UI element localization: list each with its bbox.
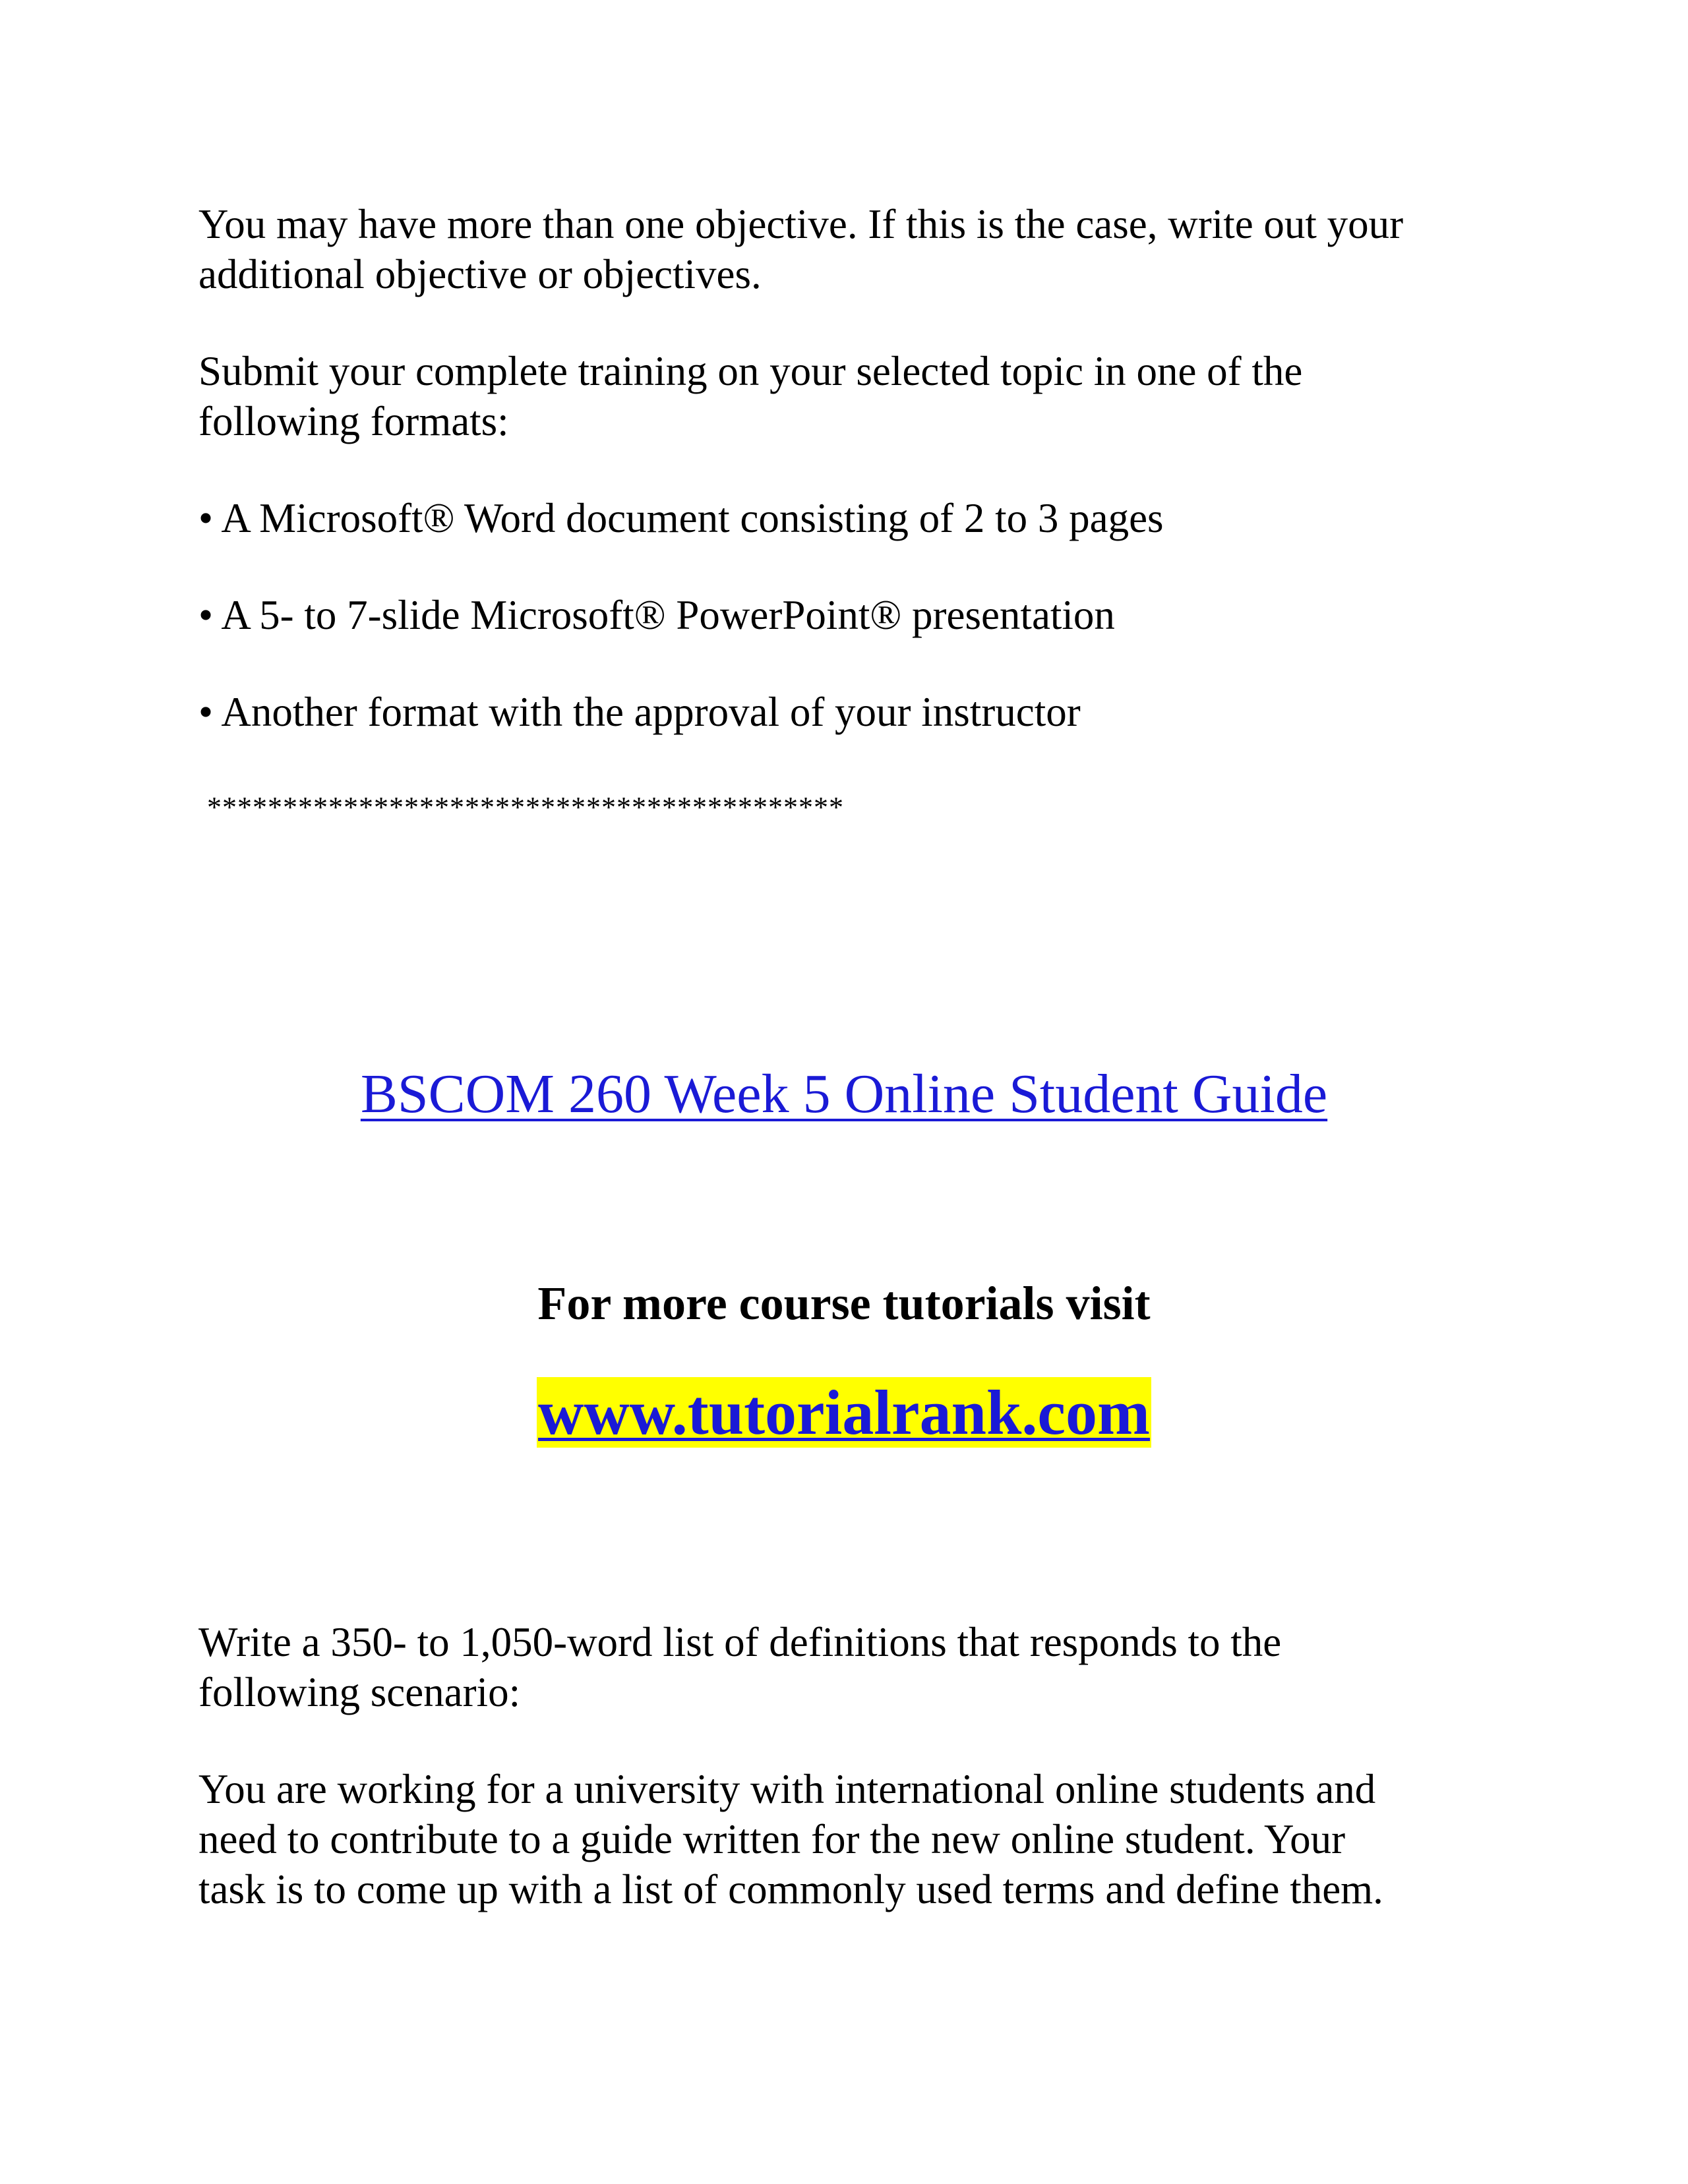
bullet-text: • Another format with the approval of your instructor xyxy=(198,689,1081,735)
bullet-item xyxy=(198,687,1517,737)
bullet-item xyxy=(198,590,1517,640)
text-line: following formats: xyxy=(198,398,509,444)
text-line: Write a 350- to 1,050-word list of definitions that responds to the xyxy=(198,1619,1282,1665)
separator-stars: ****************************************** xyxy=(207,791,844,823)
guide-title xyxy=(0,1061,1688,1127)
bullet-text: • A Microsoft® Word document consisting of 2 to 3 pages xyxy=(198,495,1164,541)
scenario-paragraph xyxy=(198,1764,1517,1914)
write-paragraph xyxy=(198,1617,1517,1717)
text-line: You may have more than one objective. If this is the case, write out your xyxy=(198,201,1404,247)
bullet-item xyxy=(198,493,1517,543)
guide-link[interactable]: BSCOM 260 Week 5 Online Student Guide xyxy=(360,1063,1328,1125)
promo-heading: For more course tutorials visit xyxy=(537,1277,1151,1330)
promo-site xyxy=(0,1376,1688,1449)
text-line: Submit your complete training on your selected topic in one of the xyxy=(198,348,1303,394)
text-line: additional objective or objectives. xyxy=(198,251,762,297)
objective-paragraph xyxy=(198,199,1517,299)
text-line: task is to come up with a list of commonly used terms and define them. xyxy=(198,1866,1383,1912)
bullet-text: • A 5- to 7-slide Microsoft® PowerPoint® presentation xyxy=(198,592,1115,638)
site-link[interactable]: www.tutorialrank.com xyxy=(538,1377,1150,1448)
submit-paragraph xyxy=(198,346,1517,446)
text-line: following scenario: xyxy=(198,1669,521,1715)
text-line: need to contribute to a guide written for the new online student. Your xyxy=(198,1816,1346,1862)
text-line: You are working for a university with international online students and xyxy=(198,1766,1376,1812)
